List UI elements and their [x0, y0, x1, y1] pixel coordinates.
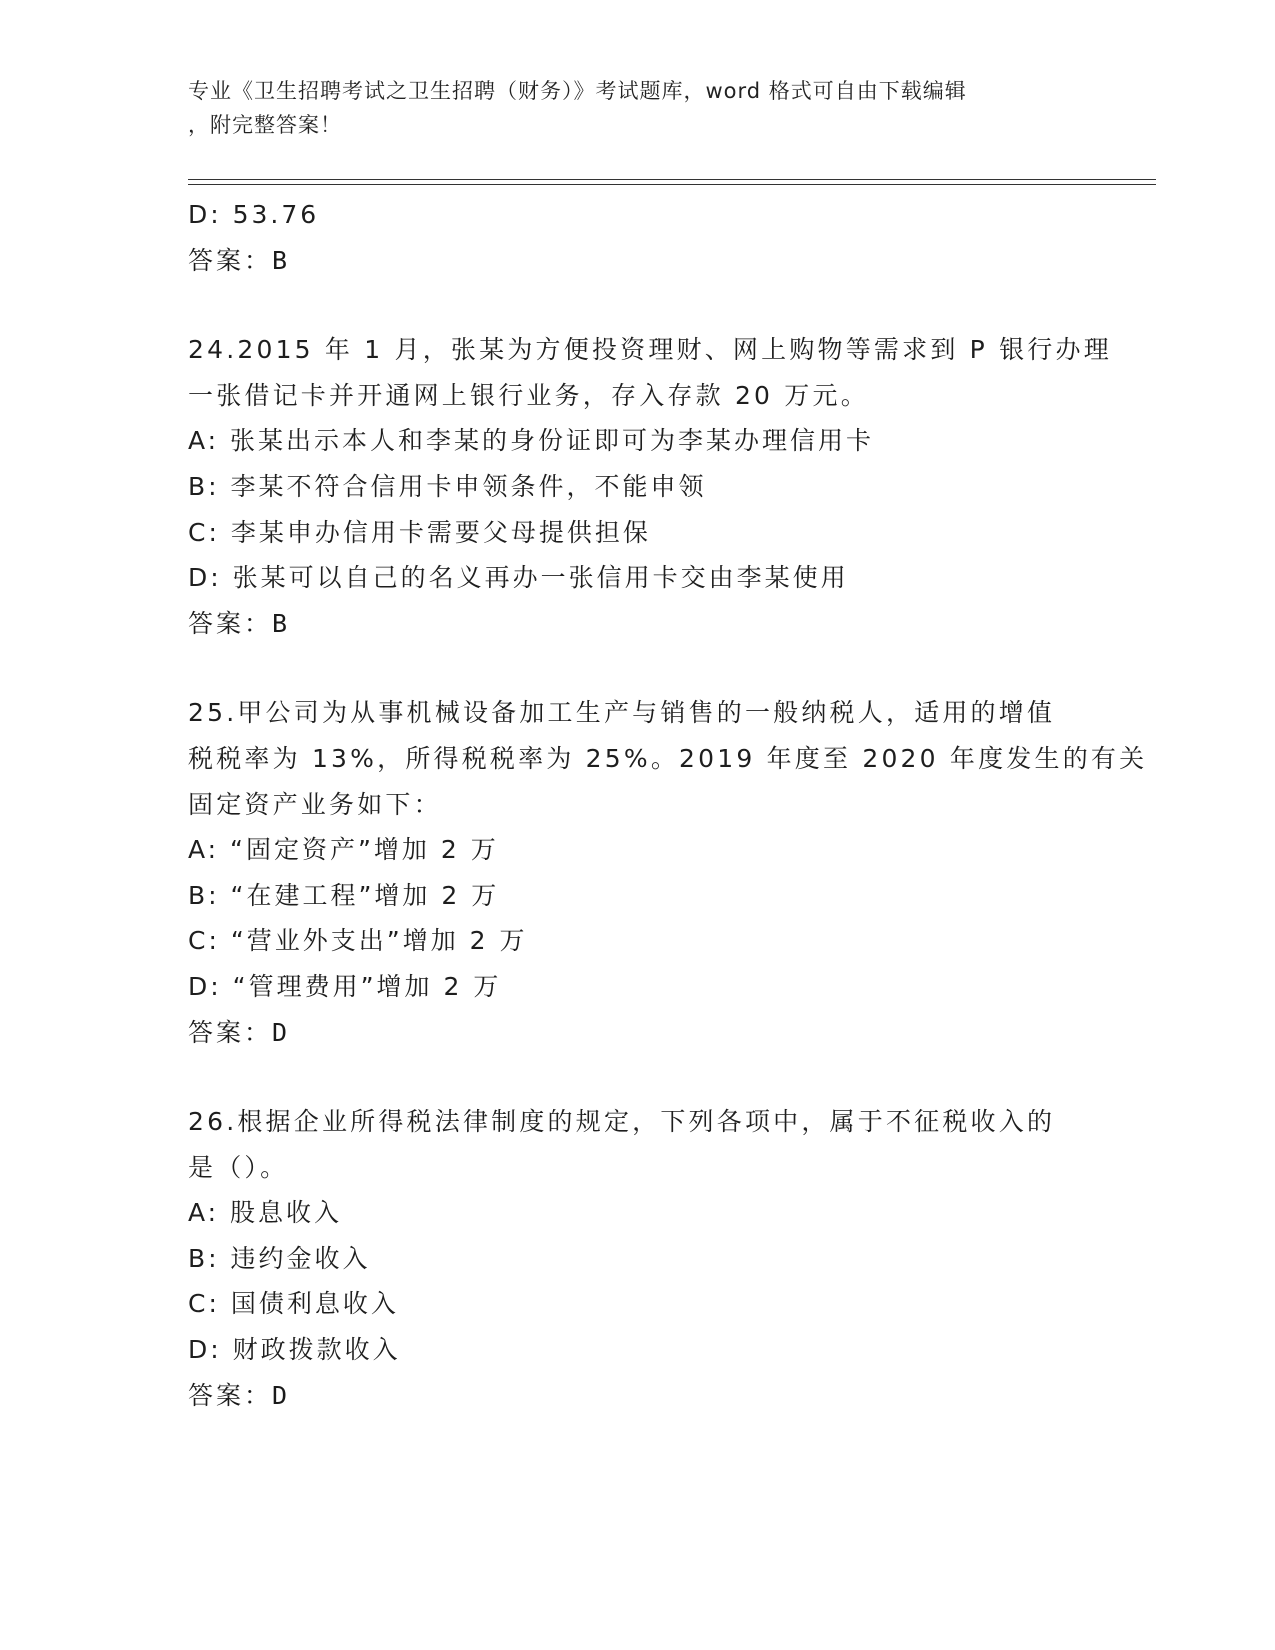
option-a: A: 张某出示本人和李某的身份证即可为李某办理信用卡: [188, 426, 875, 456]
question-25: [188, 690, 1148, 1055]
option-d: D: “管理费用”增加 2 万: [188, 971, 502, 1001]
answer-label: 答案：: [188, 1017, 273, 1047]
header-line-1: 专业《卫生招聘考试之卫生招聘（财务）》考试题库，word 格式可自由下载编辑: [188, 79, 967, 103]
question-line: 固定资产业务如下：: [188, 789, 442, 819]
document-body: [188, 192, 1148, 1418]
previous-question-tail: [188, 192, 1088, 283]
header-divider-top: [188, 179, 1156, 180]
question-text: [188, 327, 1112, 418]
answer-line: [188, 1373, 1088, 1419]
header-divider-bottom: [188, 184, 1156, 185]
question-line: 26.根据企业所得税法律制度的规定，下列各项中，属于不征税收入的: [188, 1107, 1056, 1137]
answer-line: [188, 238, 1088, 284]
question-text: [188, 690, 1148, 827]
option-b: B: “在建工程”增加 2 万: [188, 880, 500, 910]
option-c: C: 李某申办信用卡需要父母提供担保: [188, 517, 651, 547]
option-b: B: 违约金收入: [188, 1243, 371, 1273]
document-header: [188, 74, 1088, 142]
option-c: C: “营业外支出”增加 2 万: [188, 926, 528, 956]
option-c: C: 国债利息收入: [188, 1289, 399, 1319]
question-line: 24.2015 年 1 月，张某为方便投资理财、网上购物等需求到 P 银行办理: [188, 335, 1112, 365]
question-line: 是（）。: [188, 1152, 289, 1182]
answer-label: 答案：: [188, 245, 273, 275]
answer-value: B: [272, 245, 289, 275]
answer-value: B: [272, 608, 289, 638]
option-a: A: “固定资产”增加 2 万: [188, 835, 499, 865]
question-line: 25.甲公司为从事机械设备加工生产与销售的一般纳税人，适用的增值: [188, 698, 1056, 728]
option-b: B: 李某不符合信用卡申领条件，不能申领: [188, 471, 707, 501]
option-d: D: 张某可以自己的名义再办一张信用卡交由李某使用: [188, 563, 849, 593]
question-24: [188, 327, 1112, 646]
answer-line: [188, 601, 1088, 647]
answer-value: D: [272, 1380, 289, 1410]
option-a: A: 股息收入: [188, 1198, 343, 1228]
question-26: [188, 1099, 1088, 1418]
option-d: D: 53.76: [188, 200, 320, 229]
question-line: 一张借记卡并开通网上银行业务，存入存款 20 万元。: [188, 380, 869, 410]
answer-line: [188, 1010, 1088, 1056]
question-text: [188, 1099, 1088, 1190]
header-line-2: ，附完整答案！: [188, 113, 342, 137]
answer-value: D: [272, 1017, 289, 1047]
answer-label: 答案：: [188, 608, 273, 638]
option-d: D: 财政拨款收入: [188, 1335, 401, 1365]
question-line: 税税率为 13%，所得税税率为 25%。2019 年度至 2020 年度发生的有关: [188, 743, 1148, 773]
answer-label: 答案：: [188, 1380, 273, 1410]
